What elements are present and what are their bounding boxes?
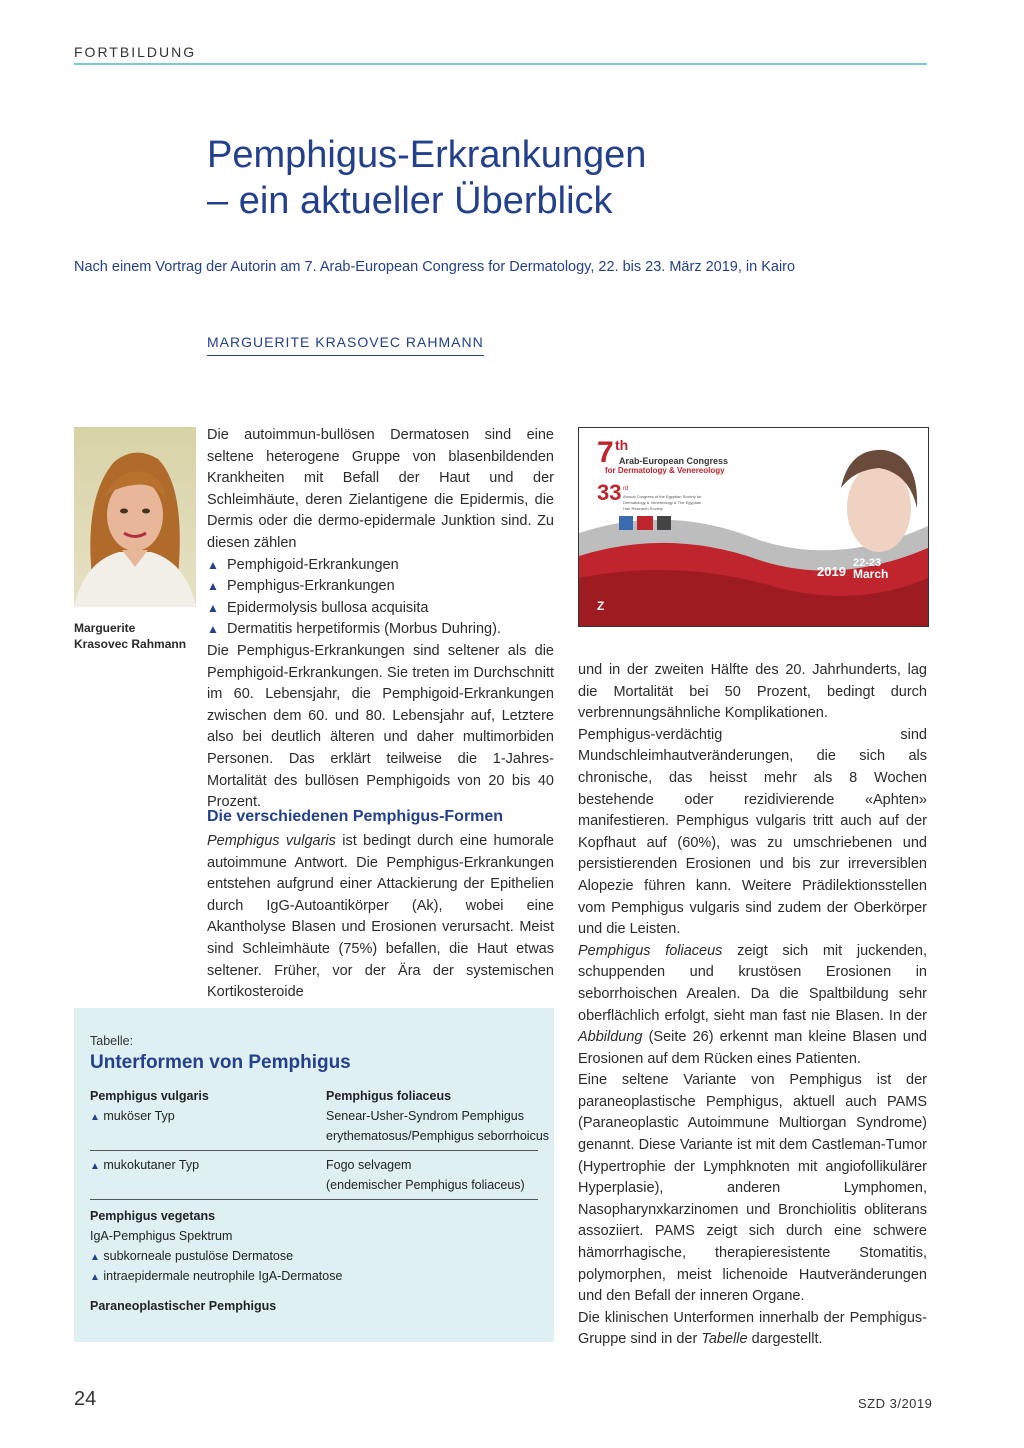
paragraph-2: Die Pemphigus-Erkrankungen sind seltener als die Pemphigoid-Erkrankungen. Sie treten im Durchschnitt im 60. Lebensjahr, die Pemphigoid-Erkrankungen zwischen dem 60. und 80. Lebensjahr auf, Letztere also bei deutlich älteren und daher multimorbiden Personen. Das erklärt teilweise die 1-Jahres-Mortalität des bullösen Pemphigoids von 20 bis 40 Prozent. [207, 642, 554, 811]
right-paragraph-5: Die klinischen Unterformen innerhalb der Pemphigus-Gruppe sind in der Tabelle dargestellt. [578, 1309, 927, 1348]
congress-banner-image [578, 427, 929, 627]
triangle-bullet-icon: ▲ [207, 600, 219, 615]
table-heading: Pemphigus vegetans [90, 1209, 216, 1223]
triangle-bullet-icon: ▲ [207, 557, 219, 572]
svg-text:for Dermatology & Venereology: for Dermatology & Venereology [605, 466, 725, 475]
table-heading: Paraneoplastischer Pemphigus [90, 1299, 277, 1313]
disease-list [207, 555, 554, 641]
list-item: ▲ Epidermolysis bullosa acquisita [207, 598, 554, 620]
right-paragraph-1: und in der zweiten Hälfte des 20. Jahrhunderts, lag die Mortalität bei 50 Prozent, bedingt durch verbrennungsähnliche Komplikationen. [578, 662, 927, 722]
caption-line-2: Krasovec Rahmann [74, 637, 187, 651]
svg-text:rd: rd [623, 486, 629, 492]
svg-text:22-23: 22-23 [853, 557, 882, 569]
title-line-2: – ein aktueller Überblick [207, 180, 613, 222]
table-cell: IgA-Pemphigus Spektrum [90, 1229, 233, 1243]
table-cell: ▲ subkorneale pustulöse Dermatose [90, 1249, 294, 1263]
svg-text:2019: 2019 [817, 564, 846, 579]
table-cell: Fogo selvagem [326, 1158, 412, 1172]
title-line-1: Pemphigus-Erkrankungen [207, 134, 647, 176]
term-abbildung: Abbildung [578, 1029, 643, 1046]
body-column-middle-2 [207, 831, 554, 1004]
author-photo [74, 427, 196, 607]
right-paragraph-2: Pemphigus-verdächtig sind Mundschleimhautveränderungen, die sich als chronische, das heisst mehr als 8 Wochen bestehende oder rezidivierende «Aphten» manifestieren. Pemphigus vulgaris tritt auch auf der Kopfhaut auf (60%), was zu umschriebenen und persistierenden Erosionen und bis zur irreversiblen Alopezie führen kann. Weitere Prädilektionsstellen vom Pemphigus vulgaris sind zudem der Oberkörper und die Leisten. [578, 726, 927, 938]
table-cell: ▲ intraepidermale neutrophile IgA-Dermatose [90, 1269, 343, 1283]
triangle-bullet-icon: ▲ [207, 579, 219, 594]
table-divider [90, 1150, 538, 1151]
table-label: Tabelle: [90, 1034, 134, 1048]
article-subtitle: Nach einem Vortrag der Autorin am 7. Arab-European Congress for Dermatology, 22. bis 23. März 2019, in Kairo [74, 259, 796, 275]
table-divider [90, 1199, 538, 1200]
table-cell: Senear-Usher-Syndrom Pemphigus [326, 1109, 525, 1123]
article-title [207, 132, 907, 224]
svg-text:March: March [853, 567, 889, 581]
table-title: Unterformen von Pemphigus [90, 1052, 351, 1073]
triangle-bullet-icon: ▲ [90, 1272, 100, 1283]
svg-text:Annual Congress of the Egyptia: Annual Congress of the Egyptian Society for [623, 494, 702, 499]
intro-paragraph: Die autoimmun-bullösen Dermatosen sind eine seltene heterogene Gruppe von blasenbildenden Krankheiten mit Befall der Haut und der Schleimhäute, deren Zielantigene die Epidermis, die Dermis oder die dermo-epidermale Junktion sind. Zu diesen zählen [207, 427, 554, 551]
list-item: ▲ Dermatitis herpetiformis (Morbus Duhring). [207, 619, 554, 641]
svg-text:Hair Research Society: Hair Research Society [623, 506, 663, 511]
section-label: FORTBILDUNG [74, 44, 197, 60]
svg-text:Z: Z [597, 599, 605, 613]
right-paragraph-4: Eine seltene Variante von Pemphigus ist der paraneoplastische Pemphigus, aktuell auch PAMS (Paraneoplastic Autoimmune Multiorgan Syndrome) genannt. Diese Variante ist mit dem Castleman-Tumor (Hypertrophie der Lymphknoten mit angiofollikulärer Hyperplasie), anderen Lymphomen, Nasopharynxkarzinomen und Bronchiolitis obliterans assoziiert. PAMS zeigt sich durch eine schwere hämorrhagische, therapieresistente Stomatitis, polymorphen, meist lichenoide Hautveränderungen und den Befall der inneren Organe. [578, 1072, 927, 1305]
svg-text:th: th [615, 437, 629, 453]
author-byline: MARGUERITE KRASOVEC RAHMANN [207, 334, 484, 356]
list-item: ▲ Pemphigus-Erkrankungen [207, 576, 554, 598]
table-heading: Pemphigus foliaceus [326, 1089, 452, 1103]
section-heading: Die verschiedenen Pemphigus-Formen [207, 808, 504, 825]
table-cell: ▲ mukokutaner Typ [90, 1158, 200, 1172]
issue-label: SZD 3/2019 [858, 1396, 933, 1411]
triangle-bullet-icon: ▲ [207, 622, 219, 637]
photo-caption [74, 620, 204, 652]
table-cell: (endemischer Pemphigus foliaceus) [326, 1178, 525, 1192]
table-heading: Pemphigus vulgaris [90, 1089, 209, 1103]
ad-number: 7 [597, 436, 614, 469]
term-tabelle: Tabelle [701, 1331, 748, 1348]
term-pemphigus-foliaceus: Pemphigus foliaceus [578, 942, 723, 959]
table-cell: ▲ muköser Typ [90, 1109, 175, 1123]
triangle-bullet-icon: ▲ [90, 1252, 100, 1263]
triangle-bullet-icon: ▲ [90, 1161, 100, 1172]
table-cell: erythematosus/Pemphigus seborrhoicus [326, 1129, 550, 1143]
pemphigus-vulgaris-paragraph: Pemphigus vulgaris ist bedingt durch eine humorale autoimmune Antwort. Die Pemphigus-Erkrankungen entstehen aufgrund einer Attackierung der Epithelien durch IgG-Autoantikörper (Ak), wobei eine Akantholyse Blasen und Erosionen verursacht. Meist sind Schleimhäute (75%) befallen, die Haut etwas seltener. Früher, vor der Ära der systemischen Kortikosteroide [207, 833, 554, 1001]
term-pemphigus-vulgaris: Pemphigus vulgaris [207, 833, 336, 849]
pemphigus-foliaceus-paragraph: Pemphigus foliaceus zeigt sich mit juckenden, schuppenden und krustösen Erosionen in seborrhoischen Arealen. Da die Spaltbildung sehr oberflächlich erfolgt, sieht man fast nie Blasen. In der Abbildung (Seite 26) erkennt man kleine Blasen und Erosionen auf dem Rücken eines Patienten. [578, 942, 927, 1067]
svg-text:Dermatology & Venereology & Th: Dermatology & Venereology & The Egyptian [623, 500, 702, 505]
page-number: 24 [74, 1388, 97, 1410]
triangle-bullet-icon: ▲ [90, 1112, 100, 1123]
caption-line-1: Marguerite [74, 621, 136, 635]
body-column-middle [207, 425, 554, 814]
header-rule [74, 63, 927, 65]
list-item: ▲ Pemphigoid-Erkrankungen [207, 555, 554, 577]
body-column-right [578, 660, 927, 1351]
svg-text:Arab-European Congress: Arab-European Congress [619, 456, 729, 466]
svg-text:33: 33 [597, 480, 622, 505]
